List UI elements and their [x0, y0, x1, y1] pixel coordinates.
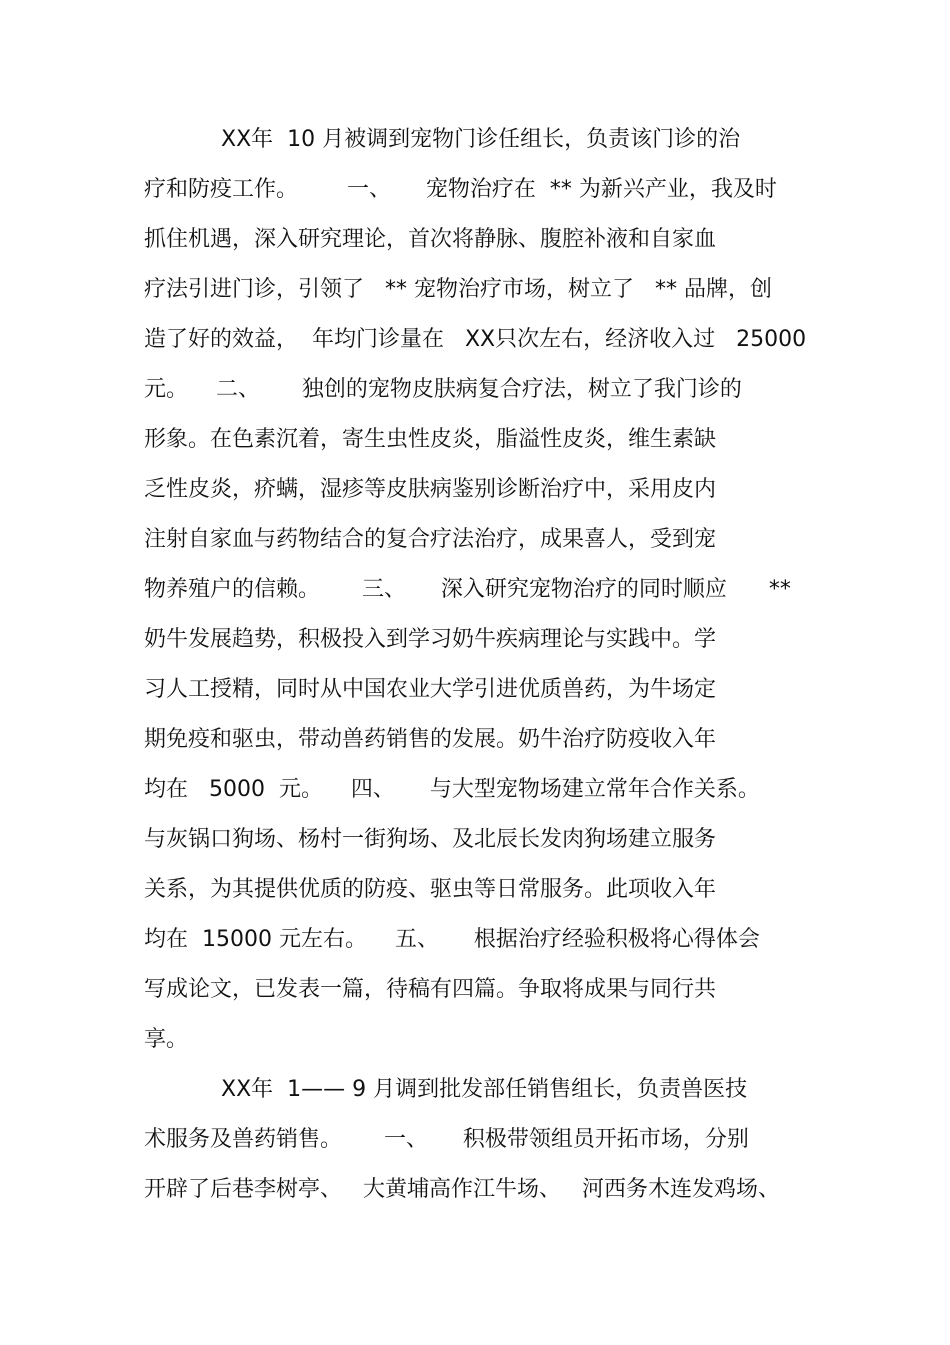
paragraph-line: 写成论文，已发表一篇，待稿有四篇。争取将成果与同行共 [144, 977, 717, 1002]
paragraph-line: 疗和防疫工作。 一、 宠物治疗在 ** 为新兴产业，我及时 [144, 177, 777, 202]
paragraph-line: 开辟了后巷李树亭、 大黄埔高作江牛场、 河西务木连发鸡场、 [144, 1177, 780, 1202]
paragraph-line: 习人工授精，同时从中国农业大学引进优质兽药，为牛场定 [144, 677, 717, 702]
paragraph-line: 物养殖户的信赖。 三、 深入研究宠物治疗的同时顺应 ** [144, 577, 791, 602]
paragraph-line: 注射自家血与药物结合的复合疗法治疗，成果喜人，受到宠 [144, 527, 717, 552]
paragraph-line: 关系，为其提供优质的防疫、驱虫等日常服务。此项收入年 [144, 877, 717, 902]
paragraph-line: 形象。在色素沉着，寄生虫性皮炎，脂溢性皮炎，维生素缺 [144, 427, 717, 452]
paragraph-line: 造了好的效益， 年均门诊量在 XX只次左右，经济收入过 25000 [144, 327, 807, 352]
paragraph-line: 抓住机遇，深入研究理论，首次将静脉、腹腔补液和自家血 [144, 227, 717, 252]
paragraph-line: XX年 1—— 9 月调到批发部任销售组长，负责兽医技 [221, 1077, 748, 1102]
paragraph-line: 疗法引进门诊，引领了 ** 宠物治疗市场，树立了 ** 品牌，创 [144, 277, 772, 302]
paragraph-line: 与灰锅口狗场、杨村一街狗场、及北辰长发肉狗场建立服务 [144, 827, 717, 852]
paragraph-line: 乏性皮炎，疥螨，湿疹等皮肤病鉴别诊断治疗中，采用皮内 [144, 477, 717, 502]
paragraph-line: 奶牛发展趋势，积极投入到学习奶牛疾病理论与实践中。学 [144, 627, 717, 652]
paragraph-line: 均在 5000 元。 四、 与大型宠物场建立常年合作关系。 [144, 777, 760, 802]
paragraph-line: 均在 15000 元左右。 五、 根据治疗经验积极将心得体会 [144, 927, 760, 952]
paragraph-line: 术服务及兽药销售。 一、 积极带领组员开拓市场，分别 [144, 1127, 749, 1152]
paragraph-line: 享。 [144, 1027, 189, 1052]
paragraph-line: 元。 二、 独创的宠物皮肤病复合疗法，树立了我门诊的 [144, 377, 742, 402]
paragraph-line: XX年 10 月被调到宠物门诊任组长，负责该门诊的治 [221, 127, 741, 152]
paragraph-line: 期免疫和驱虫，带动兽药销售的发展。奶牛治疗防疫收入年 [144, 727, 717, 752]
